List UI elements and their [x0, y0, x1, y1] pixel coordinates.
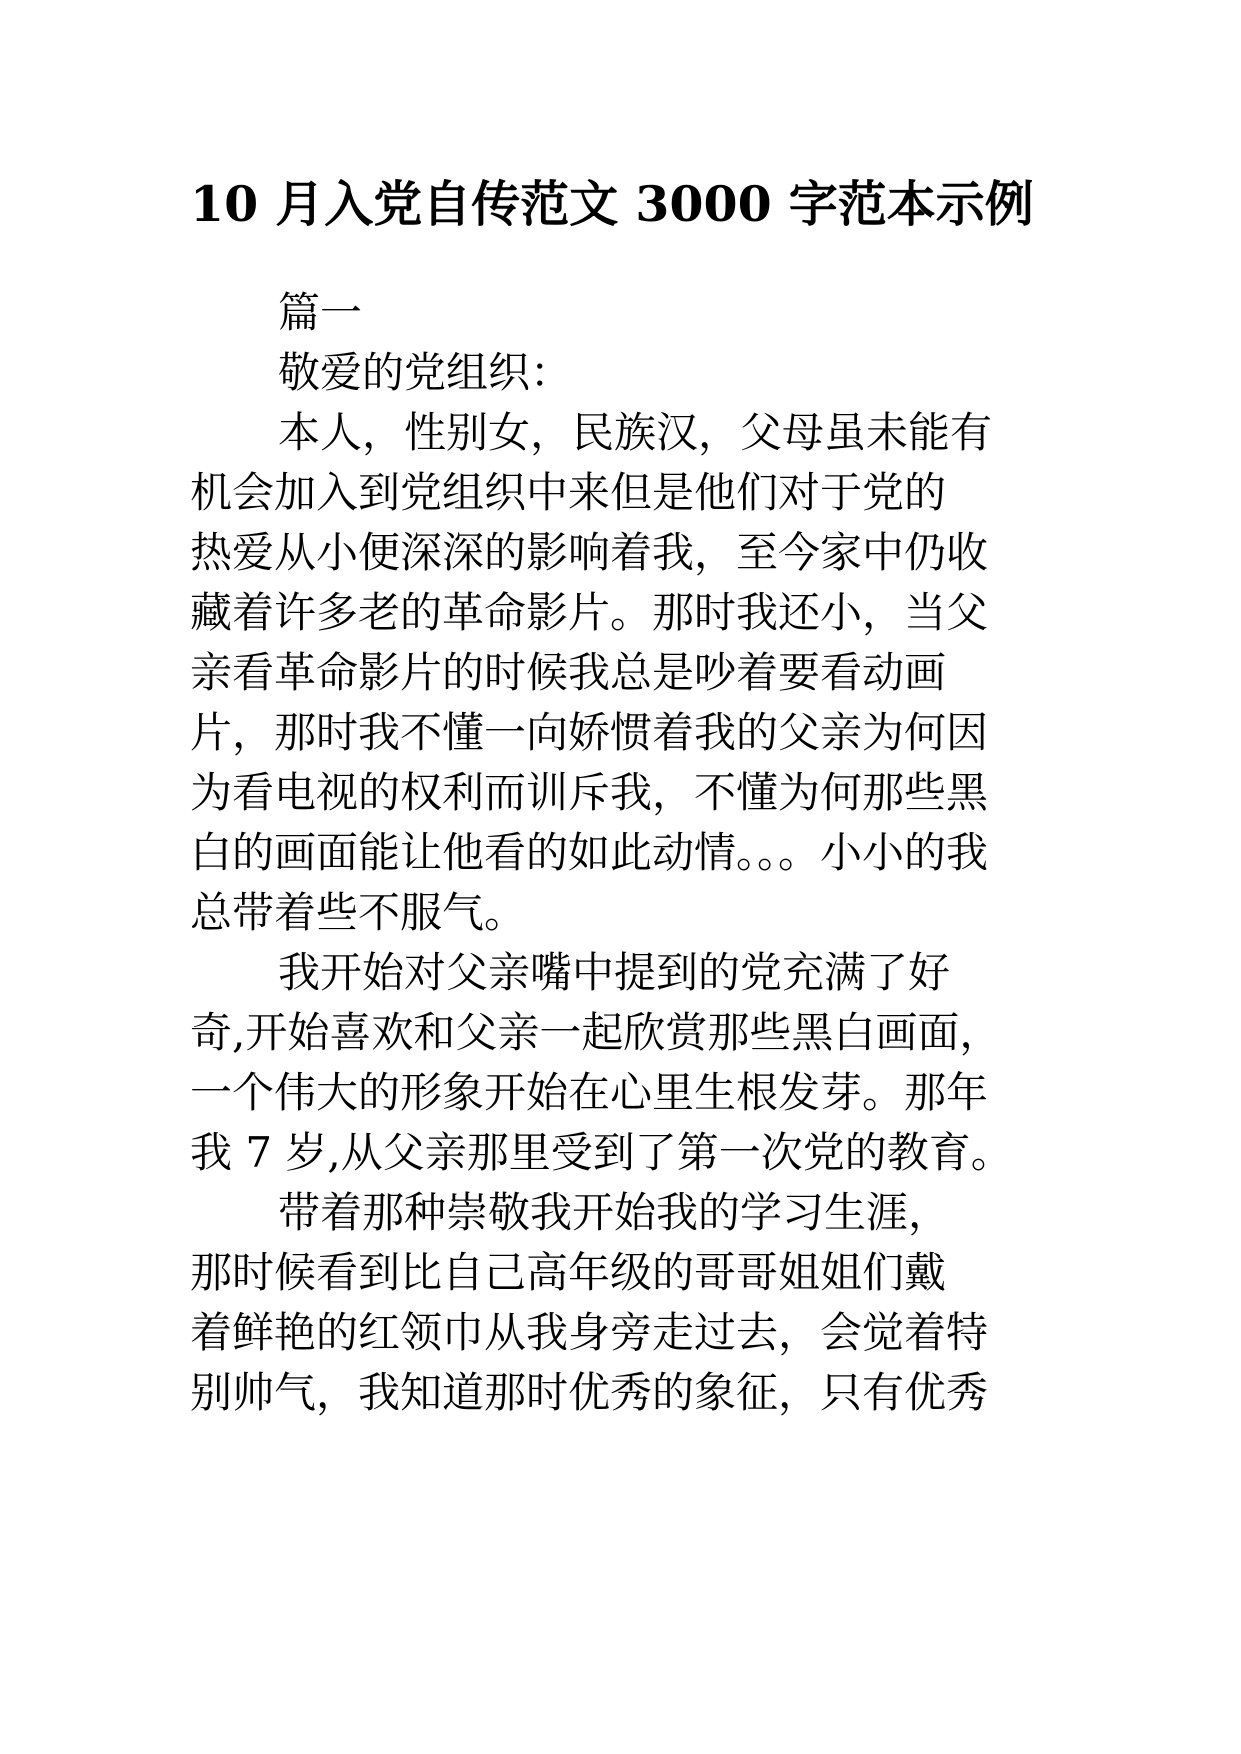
- body-line: 带着那种崇敬我开始我的学习生涯，: [278, 1188, 951, 1237]
- body-line: 我 7 岁,从父亲那里受到了第一次党的教育。: [190, 1128, 1013, 1177]
- body-line: 为看电视的权利而训斥我，不懂为何那些黑: [190, 768, 989, 817]
- body-line: 本人，性别女，民族汉，父母虽未能有: [278, 408, 993, 457]
- body-line: 藏着许多老的革命影片。那时我还小，当父: [190, 588, 989, 637]
- body-line: 白的画面能让他看的如此动情。。。小小的我: [190, 828, 989, 877]
- body-line: 机会加入到党组织中来但是他们对于党的: [190, 468, 947, 517]
- body-line: 我开始对父亲嘴中提到的党充满了好: [278, 948, 951, 997]
- section-heading: 篇一: [278, 288, 363, 337]
- body-line: 一个伟大的形象开始在心里生根发芽。那年: [190, 1068, 989, 1117]
- body-line: 奇,开始喜欢和父亲一起欣赏那些黑白画面，: [190, 1008, 1002, 1057]
- body-line: 着鲜艳的红领巾从我身旁走过去，会觉着特: [190, 1308, 989, 1357]
- body-line: 亲看革命影片的时候我总是吵着要看动画: [190, 648, 947, 697]
- body-line: 总带着些不服气。: [190, 888, 527, 937]
- body-line: 热爱从小便深深的影响着我，至今家中仍收: [190, 528, 989, 577]
- document-title: 10 月入党自传范文 3000 字范本示例: [190, 175, 1034, 233]
- body-line: 别帅气，我知道那时优秀的象征，只有优秀: [190, 1368, 989, 1417]
- body-line: 那时候看到比自己高年级的哥哥姐姐们戴: [190, 1248, 947, 1297]
- body-line: 片，那时我不懂一向娇惯着我的父亲为何因: [190, 708, 989, 757]
- salutation: 敬爱的党组织：: [278, 348, 573, 397]
